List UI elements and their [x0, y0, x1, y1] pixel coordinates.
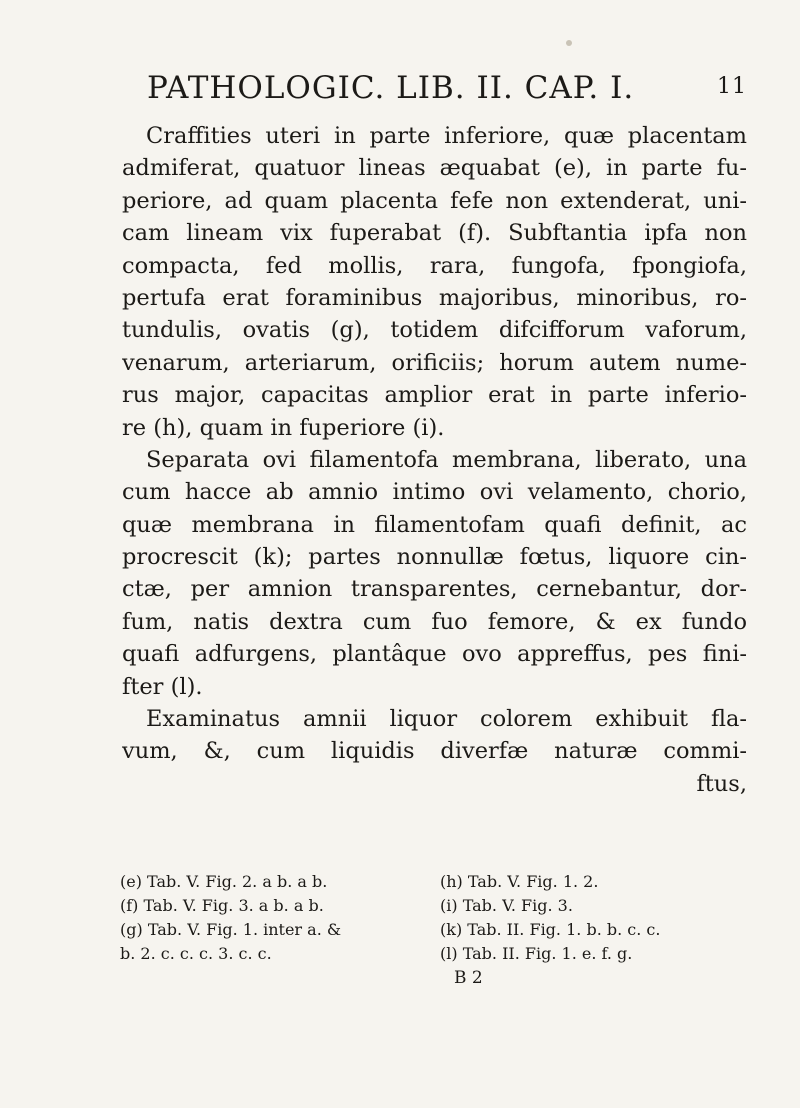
- text-line: fum, natis dextra cum fuo femore, & ex fundo: [122, 608, 747, 635]
- signature-mark: B 2: [454, 968, 483, 988]
- body-text: [122, 120, 747, 800]
- text-line: ctæ, per amnion transparentes, cernebantur, dor-: [122, 576, 747, 603]
- text-line: cam lineam vix fuperabat (f). Subftantia ipfa non: [122, 220, 747, 247]
- catchword: ftus,: [696, 770, 747, 797]
- footnote-h: (h) Tab. V. Fig. 1. 2.: [440, 872, 599, 891]
- footnote-g: (g) Tab. V. Fig. 1. inter a. &: [120, 920, 342, 939]
- text-line: re (h), quam in fuperiore (i).: [122, 414, 445, 441]
- text-line: fter (l).: [122, 673, 203, 700]
- text-line: periore, ad quam placenta fefe non extenderat, uni-: [122, 187, 747, 214]
- footnotes-left-column: [120, 870, 420, 966]
- running-header: [147, 70, 747, 110]
- paper-speck: [566, 40, 572, 46]
- footnotes-right-column: [440, 870, 760, 990]
- text-line: rus major, capacitas amplior erat in parte inferio-: [122, 382, 747, 409]
- footnote-i: (i) Tab. V. Fig. 3.: [440, 896, 573, 915]
- text-line: pertufa erat foraminibus majoribus, minoribus, ro-: [122, 284, 747, 311]
- page-number: 11: [717, 74, 747, 99]
- footnote-e: (e) Tab. V. Fig. 2. a b. a b.: [120, 872, 328, 891]
- footnote-k: (k) Tab. II. Fig. 1. b. b. c. c.: [440, 920, 661, 939]
- text-line: quæ membrana in filamentofam quafi definit, ac: [122, 511, 747, 538]
- text-line: Examinatus amnii liquor colorem exhibuit fla-: [146, 706, 747, 733]
- text-line: procrescit (k); partes nonnullæ fœtus, liquore cin-: [122, 544, 747, 571]
- text-line: vum, &, cum liquidis diverfæ naturæ commi-: [122, 738, 747, 765]
- footnote-f: (f) Tab. V. Fig. 3. a b. a b.: [120, 896, 324, 915]
- text-line: compacta, fed mollis, rara, fungofa, fpongiofa,: [122, 252, 747, 279]
- text-line: admiferat, quatuor lineas æquabat (e), in parte fu-: [122, 155, 747, 182]
- text-line: quafi adfurgens, plantâque ovo appreffus, pes fini-: [122, 641, 747, 668]
- footnote-g-cont: b. 2. c. c. c. 3. c. c.: [120, 944, 272, 963]
- text-line: Separata ovi filamentofa membrana, liberato, una: [146, 446, 747, 473]
- footnote-l: (l) Tab. II. Fig. 1. e. f. g.: [440, 944, 633, 963]
- text-line: tundulis, ovatis (g), totidem difcifforum vaforum,: [122, 317, 747, 344]
- text-line: Craffities uteri in parte inferiore, quæ placentam: [146, 123, 747, 149]
- text-line: cum hacce ab amnio intimo ovi velamento, chorio,: [122, 479, 747, 506]
- text-line: venarum, arteriarum, orificiis; horum autem nume-: [122, 349, 747, 376]
- running-title: PATHOLOGIC. LIB. II. CAP. I.: [147, 70, 635, 106]
